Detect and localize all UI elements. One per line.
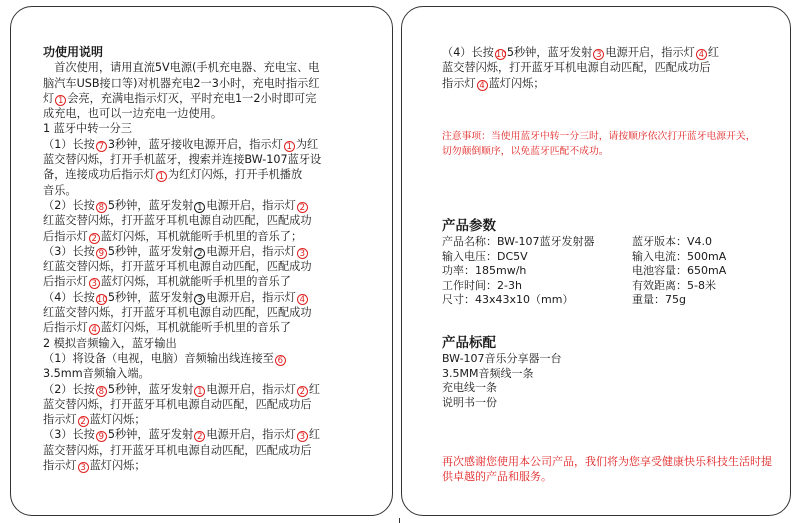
params-cell: 工作时间：2-3h [442,278,522,292]
left-page [10,6,393,516]
circled-number: 2 [297,386,308,397]
text-run: 1 蓝牙中转一分三 [43,122,132,136]
text-run: （1）将设备（电视，电脑）音频输出线连接至 [43,351,274,365]
text-line [43,229,358,244]
circled-number: 1 [55,95,66,106]
text-line [43,213,358,228]
text-line [43,152,358,167]
text-line [442,45,752,60]
text-run: 红 [308,428,321,442]
circled-number: 3 [78,462,89,473]
params-cell: 尺寸：43x43x10（mm） [442,293,574,307]
fold-mark [399,518,400,523]
text-run: （2）长按 [43,198,95,212]
text-run: 蓝灯闪烁，耳机就能听手机里的音乐了 [100,275,291,289]
params-row [442,250,726,265]
text-run: 蓝交替闪烁，打开蓝牙耳机电源自动匹配，匹配成功后 [43,443,312,457]
text-line [43,336,358,351]
text-run: 蓝灯闪烁； [89,459,146,473]
text-line [43,167,358,182]
text-run: 红 [707,46,720,59]
text-line [43,121,358,136]
circled-number: 4 [696,49,707,60]
text-run: 后指示灯 [43,275,88,289]
text-run: （4）长按 [43,290,95,304]
circled-number: 7 [96,141,107,152]
circled-number: 1 [194,202,205,213]
circled-number: 8 [96,202,107,213]
text-run: 2 模拟音频输入，蓝牙输出 [43,336,177,350]
params-row [442,279,726,294]
text-line [43,366,358,381]
thanks-text: 再次感谢您使用本公司产品，我们将为您享受健康快乐科技生活时提供卓越的产品和服务。 [442,455,772,483]
notice-text: 注意事项：当使用蓝牙中转一分三时，请按顺序依次打开蓝牙电源开关，切勿颠倒顺序，以免蓝牙匹配不成功。 [442,131,756,157]
text-line [43,443,358,458]
left-text-lines [43,60,358,473]
circled-number: 3 [194,294,205,305]
text-run: 蓝灯闪烁； [89,413,146,427]
text-run: （3）长按 [43,428,95,442]
params-row [442,264,726,279]
text-line [43,183,358,198]
params-title: 产品参数 [442,218,496,234]
right-text-lines [442,45,752,91]
text-line [43,76,358,91]
text-run: 蓝交替闪烁，打开蓝牙耳机电源自动匹配，匹配成功后 [442,61,711,75]
circled-number: 1 [194,386,205,397]
text-run: 后指示灯 [43,229,88,243]
text-run: 蓝交替闪烁，打开手机蓝牙，搜索并连接BW-107蓝牙设 [43,153,322,167]
contents-list [442,352,562,410]
params-cell: 产品名称：BW-107蓝牙发射器 [442,235,595,248]
contents-item: 3.5MM音频线一条 [442,366,534,380]
text-line [43,305,358,320]
text-line [43,274,358,289]
params-cell: 输入电流：500mA [632,249,727,263]
contents-title: 产品标配 [442,335,496,351]
text-run: 5秒钟，蓝牙发射 [107,244,194,258]
text-run: 电源开启，指示灯 [206,290,296,304]
circled-number: 4 [89,324,100,335]
text-line [43,397,358,412]
text-line [43,427,358,442]
contents-item: 说明书一份 [442,395,497,409]
text-run: 为红灯闪烁，打开手机播放 [167,168,303,182]
text-run: 红蓝交替闪烁，打开蓝牙耳机电源自动匹配，匹配成功 [43,306,312,320]
text-run: 首次使用，请用直流5V电源(手机充电器、充电宝、电 [43,61,320,75]
text-run: 电源开启，指示灯 [206,244,296,258]
params-cell: 蓝牙版本：V4.0 [632,235,713,248]
text-run: 3秒钟，蓝牙接收电源开启，指示灯 [107,137,283,151]
left-instructions [43,45,358,473]
text-run: 5秒钟，蓝牙发射 [506,46,593,59]
circled-number: 10 [495,50,507,60]
circled-number: 3 [297,431,308,442]
text-line [43,290,358,305]
text-run: 电源开启，指示灯 [605,46,695,59]
text-run: 蓝灯闪烁； [488,76,545,90]
circled-number: 1 [156,171,167,182]
text-run: （4）长按 [442,46,494,59]
circled-number: 4 [297,294,308,305]
right-page [401,6,791,516]
text-line [442,60,752,75]
circled-number: 9 [96,248,107,259]
right-instructions [442,45,752,91]
text-run: 备，连接成功后指示灯 [43,168,155,182]
text-line [43,259,358,274]
circled-number: 4 [477,80,488,91]
contents-item: 充电线一条 [442,381,497,394]
circled-number: 3 [297,248,308,259]
text-run: 音乐。 [43,183,77,197]
circled-number: 3 [593,49,604,60]
contents-item: BW-107音乐分享器一台 [442,352,562,365]
text-run: 3.5mm音频输入端。 [43,367,150,381]
text-run: 红蓝交替闪烁，打开蓝牙耳机电源自动匹配，匹配成功 [43,214,312,228]
text-run: 5秒钟，蓝牙发射 [107,382,194,396]
circled-number: 10 [96,294,108,305]
text-line [43,382,358,397]
text-run: （2）长按 [43,382,95,396]
params-cell: 有效距离：5-8米 [632,278,716,292]
text-run: 电源开启，指示灯 [206,428,296,442]
text-run: 为红 [295,137,319,151]
text-run: 蓝灯闪烁，耳机就能听手机里的音乐了； [100,229,303,243]
text-line [43,320,358,335]
text-run: 后指示灯 [43,321,88,335]
circled-number: 2 [194,431,205,442]
text-line [43,198,358,213]
circled-number: 2 [194,248,205,259]
text-line [43,244,358,259]
text-run: 5秒钟，蓝牙发射 [107,290,194,304]
text-run: 指示灯 [43,413,77,427]
text-run: 成充电，也可以一边充电一边使用。 [43,107,223,121]
instructions-heading: 功使用说明 [43,45,104,59]
circled-number: 2 [78,416,89,427]
text-line [43,351,358,366]
text-line [43,60,358,75]
text-run: （1）长按 [43,137,95,151]
text-run: （3）长按 [43,244,95,258]
text-run: 指示灯 [43,459,77,473]
circled-number: 2 [297,202,308,213]
text-run: 5秒钟，蓝牙发射 [107,428,194,442]
circled-number: 6 [275,355,286,366]
params-cell: 电池容量：650mA [632,264,727,278]
params-cell: 功率：185mw/h [442,264,527,278]
text-run: 蓝交替闪烁，打开蓝牙耳机电源自动匹配，匹配成功后 [43,397,312,411]
circled-number: 9 [96,431,107,442]
text-line [43,412,358,427]
text-line [43,106,358,121]
text-run: 红 [308,382,321,396]
circled-number: 8 [96,386,107,397]
text-run: 电源开启，指示灯 [206,198,296,212]
text-run: 指示灯 [442,76,476,90]
circled-number: 1 [284,141,295,152]
text-line [43,137,358,152]
text-run: 灯 [43,91,55,105]
text-run: 脑汽车USB接口等)对机器充电2一3小时，充电时指示红 [43,76,320,90]
text-line [43,91,358,106]
text-run: 蓝灯闪烁，耳机就能听手机里的音乐了 [100,321,291,335]
text-run: 5秒钟，蓝牙发射 [107,198,194,212]
text-run: 红蓝交替闪烁，打开蓝牙耳机电源自动匹配，匹配成功 [43,260,312,274]
text-line [442,76,752,91]
params-table [442,235,726,308]
circled-number: 3 [89,278,100,289]
circled-number: 2 [89,233,100,244]
text-run: 会亮，充满电指示灯灭，平时充电1一2小时即可完 [67,91,317,105]
params-row [442,293,726,308]
text-line [43,458,358,473]
text-run: 电源开启，指示灯 [206,382,296,396]
params-cell: 重量：75g [632,293,686,307]
params-row [442,235,726,250]
params-cell: 输入电压：DC5V [442,249,528,263]
